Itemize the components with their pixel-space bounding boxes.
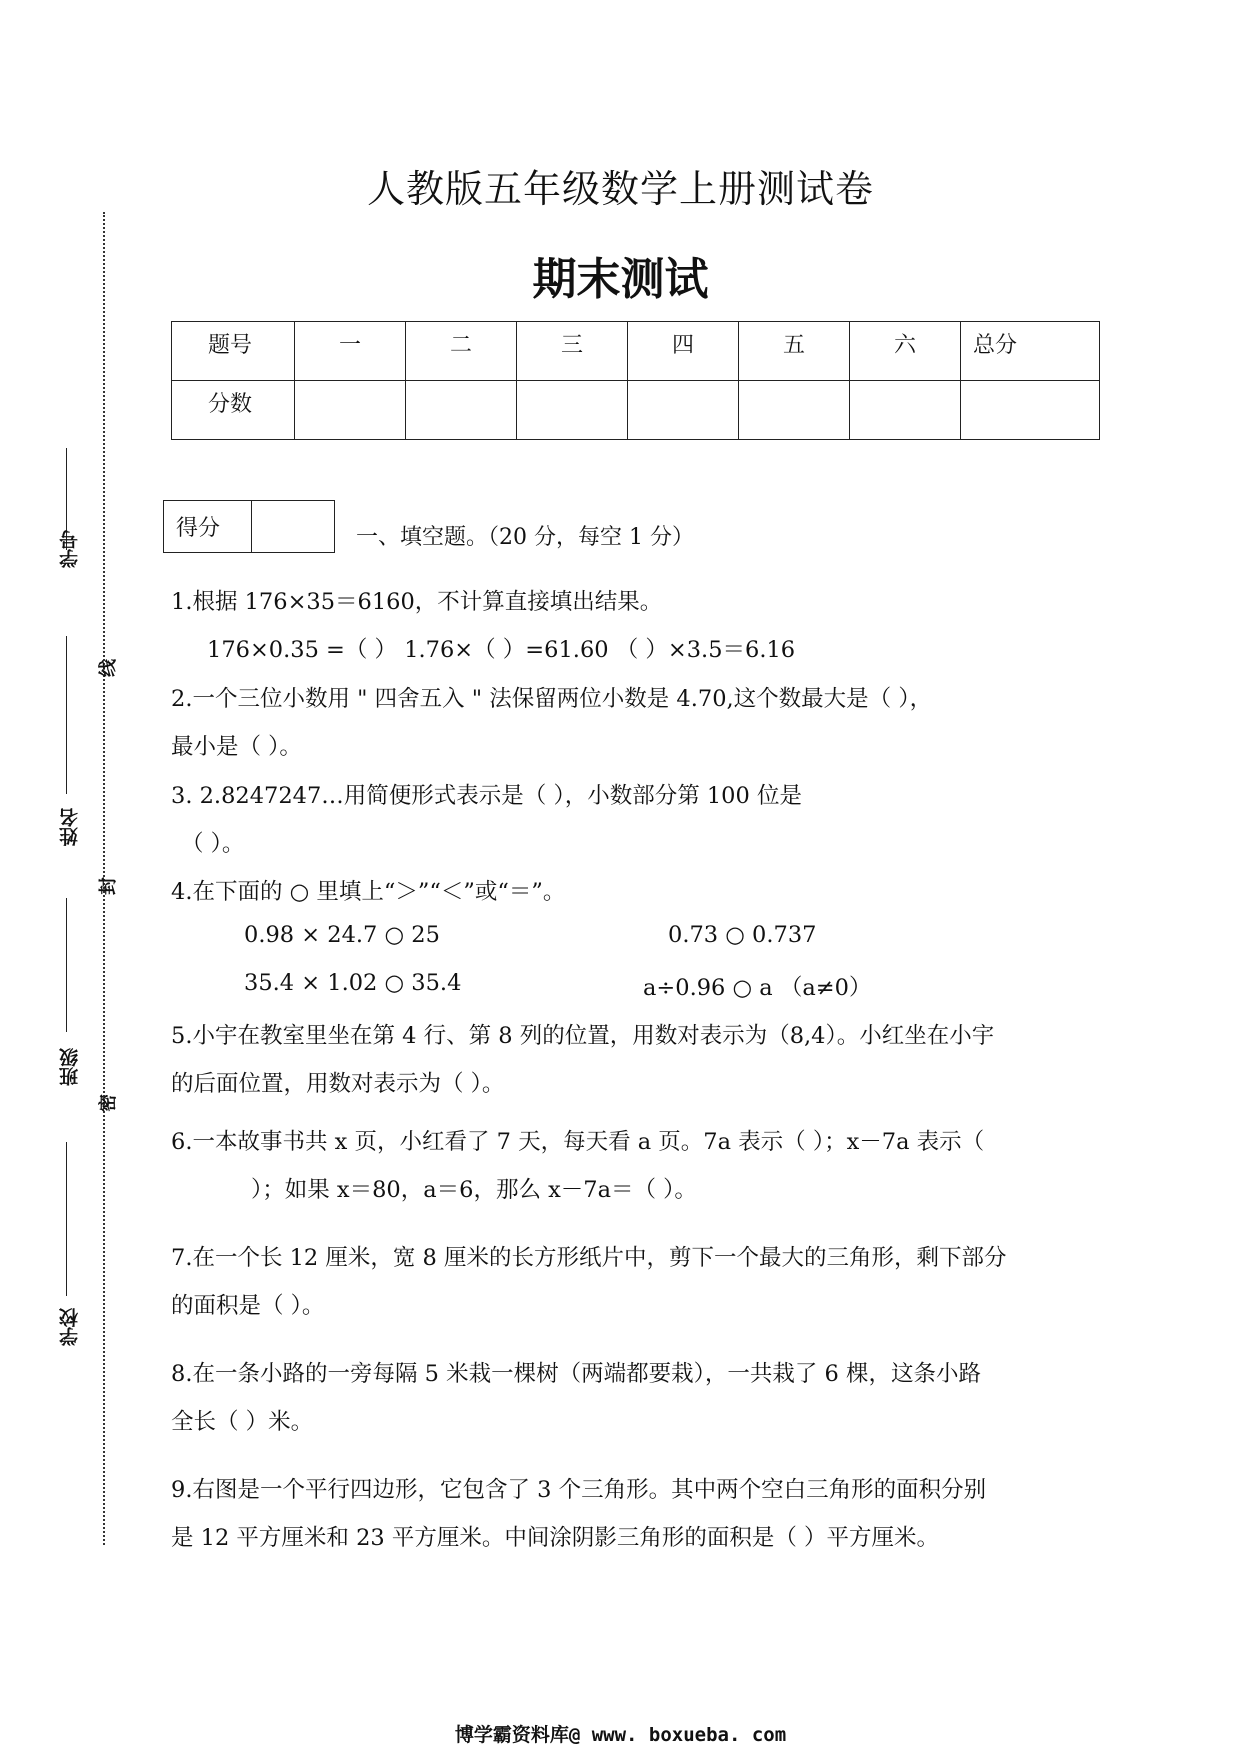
question-4c: 35.4 × 1.02 ○ 35.4	[244, 970, 462, 996]
school-label: 学校	[59, 1308, 81, 1346]
score-table-cell: 二	[406, 322, 517, 381]
question-6: 6.一本故事书共 x 页，小红看了 7 天，每天看 a 页。7a 表示（ ）；x－7a 表示（	[171, 1129, 985, 1155]
score-blank-cell	[295, 381, 406, 440]
question-1-line2: 176×0.35 =（ ） 1.76×（ ）=61.60 （ ）×3.5＝6.16	[207, 637, 796, 663]
class-label: 班级	[59, 1048, 81, 1086]
score-table-cell: 三	[517, 322, 628, 381]
question-8-line2: 全长（ ）米。	[171, 1409, 314, 1435]
seal-char-feng: 封	[98, 877, 119, 895]
score-blank-cell	[739, 381, 850, 440]
question-2-line2: 最小是（ ）。	[171, 734, 302, 760]
section-score-blank	[252, 501, 334, 552]
question-7: 7.在一个长 12 厘米，宽 8 厘米的长方形纸片中，剪下一个最大的三角形，剩下部分	[171, 1245, 1007, 1271]
footer-watermark: 博学霸资料库@ www. boxueba. com	[454, 1724, 787, 1746]
score-table-cell: 总分	[961, 322, 1100, 381]
question-3: 3. 2.8247247…用简便形式表示是（ ），小数部分第 100 位是	[171, 783, 802, 809]
class-line	[66, 898, 67, 1032]
question-6-line2: ）；如果 x＝80，a＝6，那么 x－7a＝（ ）。	[251, 1177, 697, 1203]
score-table-cell: 五	[739, 322, 850, 381]
section-score-box	[163, 500, 335, 553]
question-4a: 0.98 × 24.7 ○ 25	[244, 922, 440, 948]
question-8: 8.在一条小路的一旁每隔 5 米栽一棵树（两端都要栽），一共栽了 6 棵，这条小路	[171, 1361, 981, 1387]
question-2: 2.一个三位小数用 " 四舍五入 " 法保留两位小数是 4.70,这个数最大是（ ），	[171, 686, 933, 712]
score-table-score-row	[172, 381, 1100, 440]
score-blank-cell	[517, 381, 628, 440]
score-table-cell: 一	[295, 322, 406, 381]
score-table	[171, 321, 1100, 440]
seal-char-xian: 线	[98, 659, 119, 677]
student-id-label: 学号	[59, 530, 81, 568]
score-table-cell: 六	[850, 322, 961, 381]
name-line	[66, 636, 67, 794]
score-table-cell: 四	[628, 322, 739, 381]
school-line	[66, 1142, 67, 1296]
question-9-line2: 是 12 平方厘米和 23 平方厘米。中间涂阴影三角形的面积是（ ）平方厘米。	[171, 1525, 940, 1551]
question-4: 4.在下面的 ○ 里填上“＞”“＜”或“＝”。	[171, 879, 566, 905]
question-4b: 0.73 ○ 0.737	[668, 922, 817, 948]
score-table-cell: 分数	[172, 381, 295, 440]
question-4d: a÷0.96 ○ a （a≠0）	[643, 975, 872, 1001]
question-1: 1.根据 176×35＝6160，不计算直接填出结果。	[171, 589, 663, 615]
score-blank-cell	[850, 381, 961, 440]
seal-char-mi: 密	[98, 1094, 119, 1112]
score-blank-cell	[961, 381, 1100, 440]
section-heading: 一、填空题。（20 分，每空 1 分）	[356, 525, 694, 550]
score-blank-cell	[628, 381, 739, 440]
question-5: 5.小宇在教室里坐在第 4 行、第 8 列的位置，用数对表示为（8,4）。小红坐在小宇	[171, 1023, 995, 1049]
question-7-line2: 的面积是（ ）。	[171, 1293, 325, 1319]
question-3-line2: （ ）。	[181, 831, 245, 857]
question-5-line2: 的后面位置，用数对表示为（ ）。	[171, 1071, 505, 1097]
section-score-label: 得分	[164, 501, 252, 552]
name-label: 姓名	[59, 808, 81, 846]
score-blank-cell	[406, 381, 517, 440]
score-table-header-row	[172, 322, 1100, 381]
exam-subtitle: 期末测试	[532, 254, 709, 305]
exam-title: 人教版五年级数学上册测试卷	[366, 167, 874, 211]
score-table-cell: 题号	[172, 322, 295, 381]
question-9: 9.右图是一个平行四边形，它包含了 3 个三角形。其中两个空白三角形的面积分别	[171, 1477, 987, 1503]
